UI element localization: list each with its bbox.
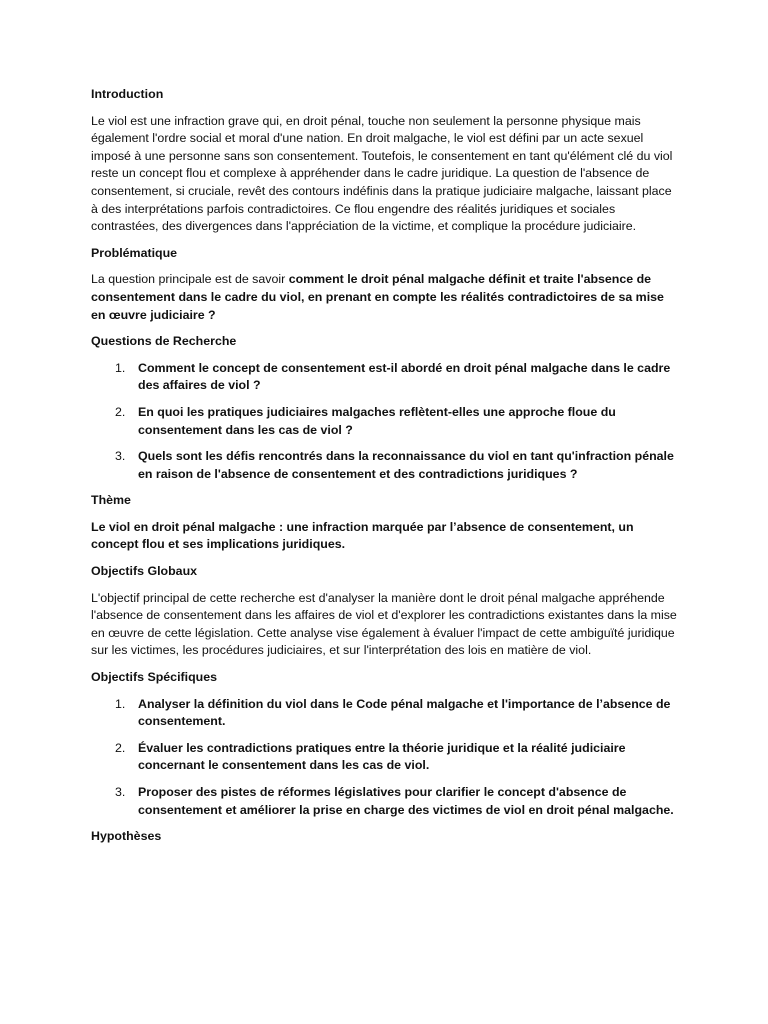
list-item [91, 448, 681, 483]
heading-objectifs-globaux: Objectifs Globaux [91, 564, 198, 579]
list-item [91, 740, 681, 775]
list-item [91, 360, 681, 395]
heading-introduction: Introduction [91, 87, 164, 101]
problematique-bold-text: comment le droit pénal malgache définit et traite l'absence de consentement dans le cadre du viol, en prenant en compte les réalités contradictoires de sa mise en œuvre judiciaire ? [91, 272, 664, 322]
list-item [91, 696, 681, 731]
document-page [91, 86, 681, 855]
list-item-text: Analyser la définition du viol dans le Code pénal malgache et l'importance de l’absence de consentement. [138, 696, 671, 729]
heading-problematique: Problématique [91, 245, 178, 260]
list-item-number: 3. [115, 449, 126, 464]
list-item-number: 1. [115, 360, 126, 375]
list-item-text: En quoi les pratiques judiciaires malgaches reflètent-elles une approche floue du consentement dans les cas de viol ? [138, 404, 616, 437]
heading-objectifs-specifiques: Objectifs Spécifiques [91, 670, 218, 685]
list-item [91, 404, 681, 439]
problematique-plain-text: La question principale est de savoir [91, 272, 289, 287]
problematique-paragraph [91, 271, 681, 324]
list-item [91, 784, 681, 819]
objectifs-specifiques-list [91, 696, 681, 820]
list-item-text: Comment le concept de consentement est-il abordé en droit pénal malgache dans le cadre des affaires de viol ? [138, 360, 671, 393]
introduction-paragraph: Le viol est une infraction grave qui, en droit pénal, touche non seulement la personne physique mais également l'ordre social et moral d'une nation. En droit malgache, le viol est défini par un acte sexuel imposé à une personne sans son consentement. Toutefois, le consentement en tant qu'élément clé du viol reste un concept flou et complexe à appréhender dans le cadre juridique. La question de l'absence de consentement, si cruciale, revêt des contours indéfinis dans la pratique judiciaire malgache, laissant place à des interprétations parfois contradictoires. Ce flou engendre des réalités juridiques et sociales contrastées, des divergences dans l'appréciation de la victime, et complique la procédure judiciaire. [91, 113, 673, 234]
list-item-number: 2. [115, 404, 126, 419]
list-item-text: Proposer des pistes de réformes législatives pour clarifier le concept d'absence de consentement et améliorer la prise en charge des victimes de viol en droit pénal malgache. [138, 785, 674, 817]
list-item-text: Évaluer les contradictions pratiques entre la théorie juridique et la réalité judiciaire concernant le consentement dans les cas de viol. [138, 740, 626, 773]
heading-questions-recherche: Questions de Recherche [91, 334, 237, 349]
theme-paragraph: Le viol en droit pénal malgache : une infraction marquée par l’absence de consentement, un concept flou et ses implications juridiques. [91, 519, 634, 552]
list-item-text: Quels sont les défis rencontrés dans la reconnaissance du viol en tant qu'infraction pénale en raison de l'absence de consentement et des contradictions juridiques ? [138, 449, 674, 481]
heading-hypotheses: Hypothèses [91, 829, 162, 844]
questions-list [91, 360, 681, 484]
heading-theme: Thème [91, 493, 131, 508]
list-item-number: 1. [115, 696, 126, 711]
objectifs-globaux-paragraph: L'objectif principal de cette recherche est d'analyser la manière dont le droit pénal malgache appréhende l'absence de consentement dans les affaires de viol et d'explorer les contradictions existantes dans la mise en œuvre de cette législation. Cette analyse vise également à évaluer l'impact de cette ambiguïté juridique sur les victimes, les procédures judiciaires, et sur l'interprétation des lois en matière de viol. [91, 590, 677, 658]
list-item-number: 3. [115, 785, 126, 799]
list-item-number: 2. [115, 740, 126, 755]
